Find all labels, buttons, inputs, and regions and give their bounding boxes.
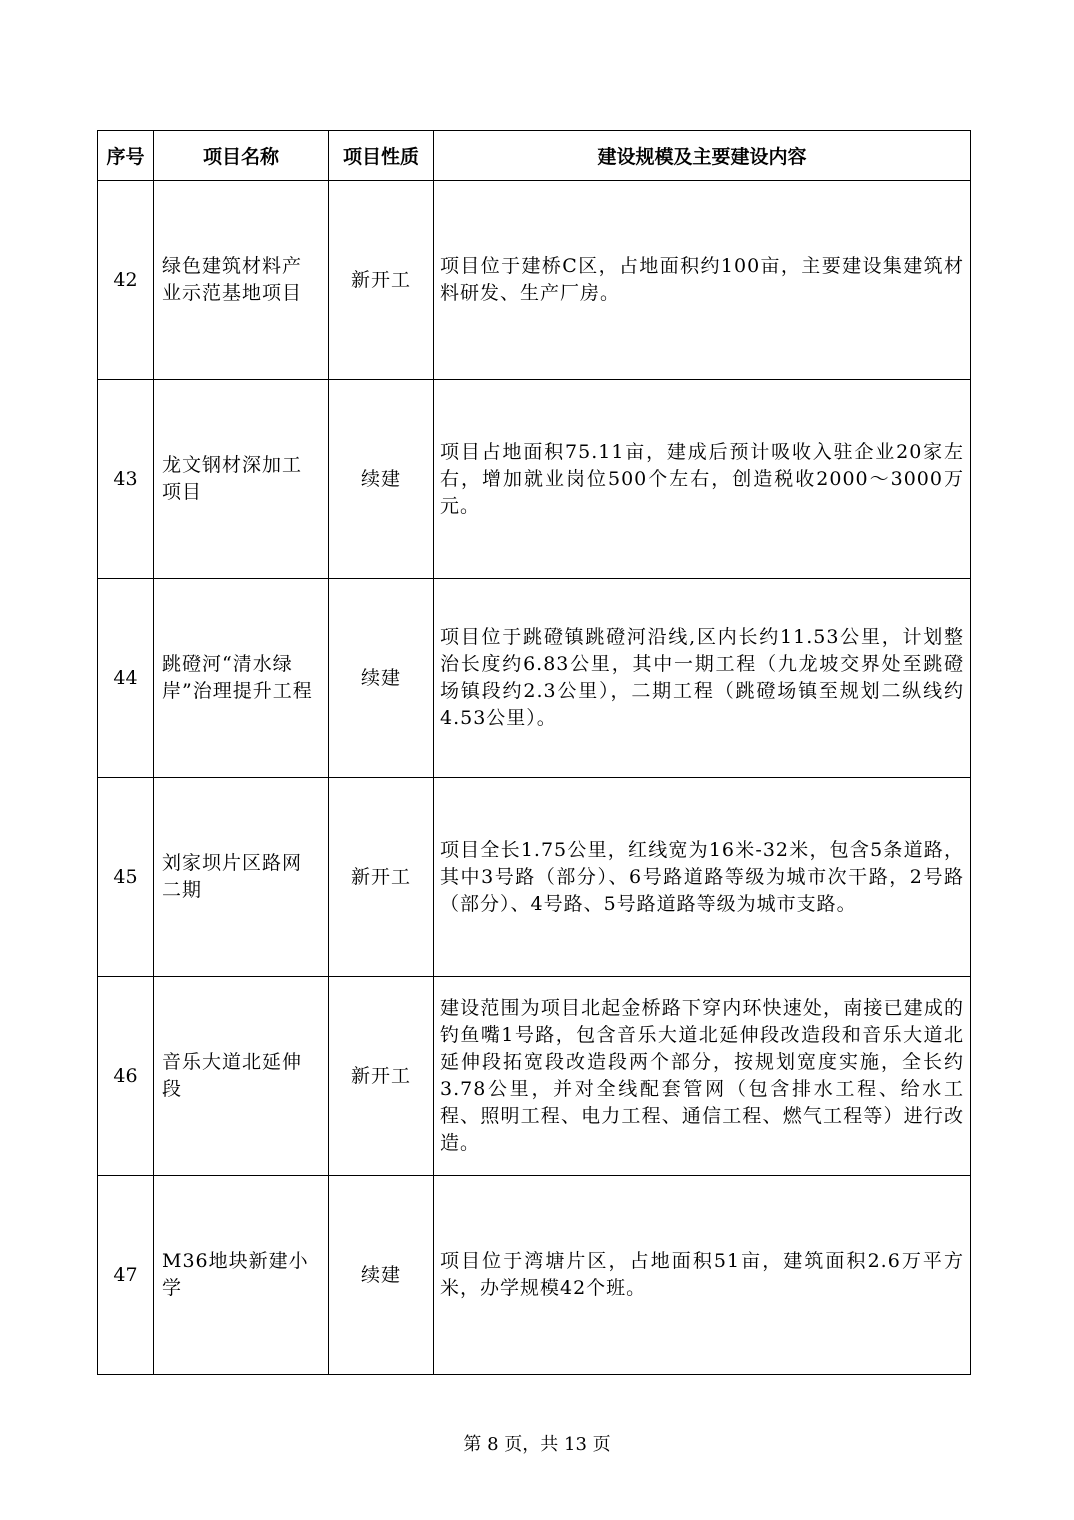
table-row <box>98 579 971 778</box>
table-row <box>98 977 971 1176</box>
header-desc: 建设规模及主要建设内容 <box>434 131 971 181</box>
row-name: 绿色建筑材料产业示范基地项目 <box>154 181 329 380</box>
row-no: 46 <box>98 977 154 1176</box>
table-row <box>98 380 971 579</box>
row-type: 续建 <box>329 1176 434 1375</box>
row-type: 新开工 <box>329 778 434 977</box>
row-name: 刘家坝片区路网二期 <box>154 778 329 977</box>
row-no: 43 <box>98 380 154 579</box>
row-type: 新开工 <box>329 181 434 380</box>
row-name: 跳磴河“清水绿岸”治理提升工程 <box>154 579 329 778</box>
row-no: 45 <box>98 778 154 977</box>
row-no: 42 <box>98 181 154 380</box>
row-name: M36地块新建小学 <box>154 1176 329 1375</box>
row-no: 44 <box>98 579 154 778</box>
row-desc: 项目位于湾塘片区，占地面积51亩，建筑面积2.6万平方米，办学规模42个班。 <box>434 1176 971 1375</box>
row-desc: 项目全长1.75公里，红线宽为16米-32米，包含5条道路，其中3号路（部分）、6号路道路等级为城市次干路，2号路（部分）、4号路、5号路道路等级为城市支路。 <box>434 778 971 977</box>
row-desc: 项目位于跳磴镇跳磴河沿线,区内长约11.53公里，计划整治长度约6.83公里，其中一期工程（九龙坡交界处至跳磴场镇段约2.3公里），二期工程（跳磴场镇至规划二纵线约4.53公里）。 <box>434 579 971 778</box>
header-type: 项目性质 <box>329 131 434 181</box>
row-type: 续建 <box>329 380 434 579</box>
row-desc: 建设范围为项目北起金桥路下穿内环快速处，南接已建成的钓鱼嘴1号路，包含音乐大道北延伸段改造段和音乐大道北延伸段拓宽段改造段两个部分，按规划宽度实施，全长约3.78公里，并对全线配套管网（包含排水工程、给水工程、照明工程、电力工程、通信工程、燃气工程等）进行改造。 <box>434 977 971 1176</box>
row-type: 新开工 <box>329 977 434 1176</box>
table-header-row <box>98 131 971 181</box>
row-name: 龙文钢材深加工项目 <box>154 380 329 579</box>
page-footer: 第 8 页，共 13 页 <box>463 1434 611 1455</box>
row-name: 音乐大道北延伸段 <box>154 977 329 1176</box>
header-no: 序号 <box>98 131 154 181</box>
project-table <box>97 130 971 1375</box>
header-name: 项目名称 <box>154 131 329 181</box>
row-desc: 项目位于建桥C区，占地面积约100亩，主要建设集建筑材料研发、生产厂房。 <box>434 181 971 380</box>
table-row <box>98 181 971 380</box>
table-row <box>98 778 971 977</box>
table-row <box>98 1176 971 1375</box>
row-desc: 项目占地面积75.11亩，建成后预计吸收入驻企业20家左右，增加就业岗位500个左右，创造税收2000～3000万元。 <box>434 380 971 579</box>
row-type: 续建 <box>329 579 434 778</box>
row-no: 47 <box>98 1176 154 1375</box>
